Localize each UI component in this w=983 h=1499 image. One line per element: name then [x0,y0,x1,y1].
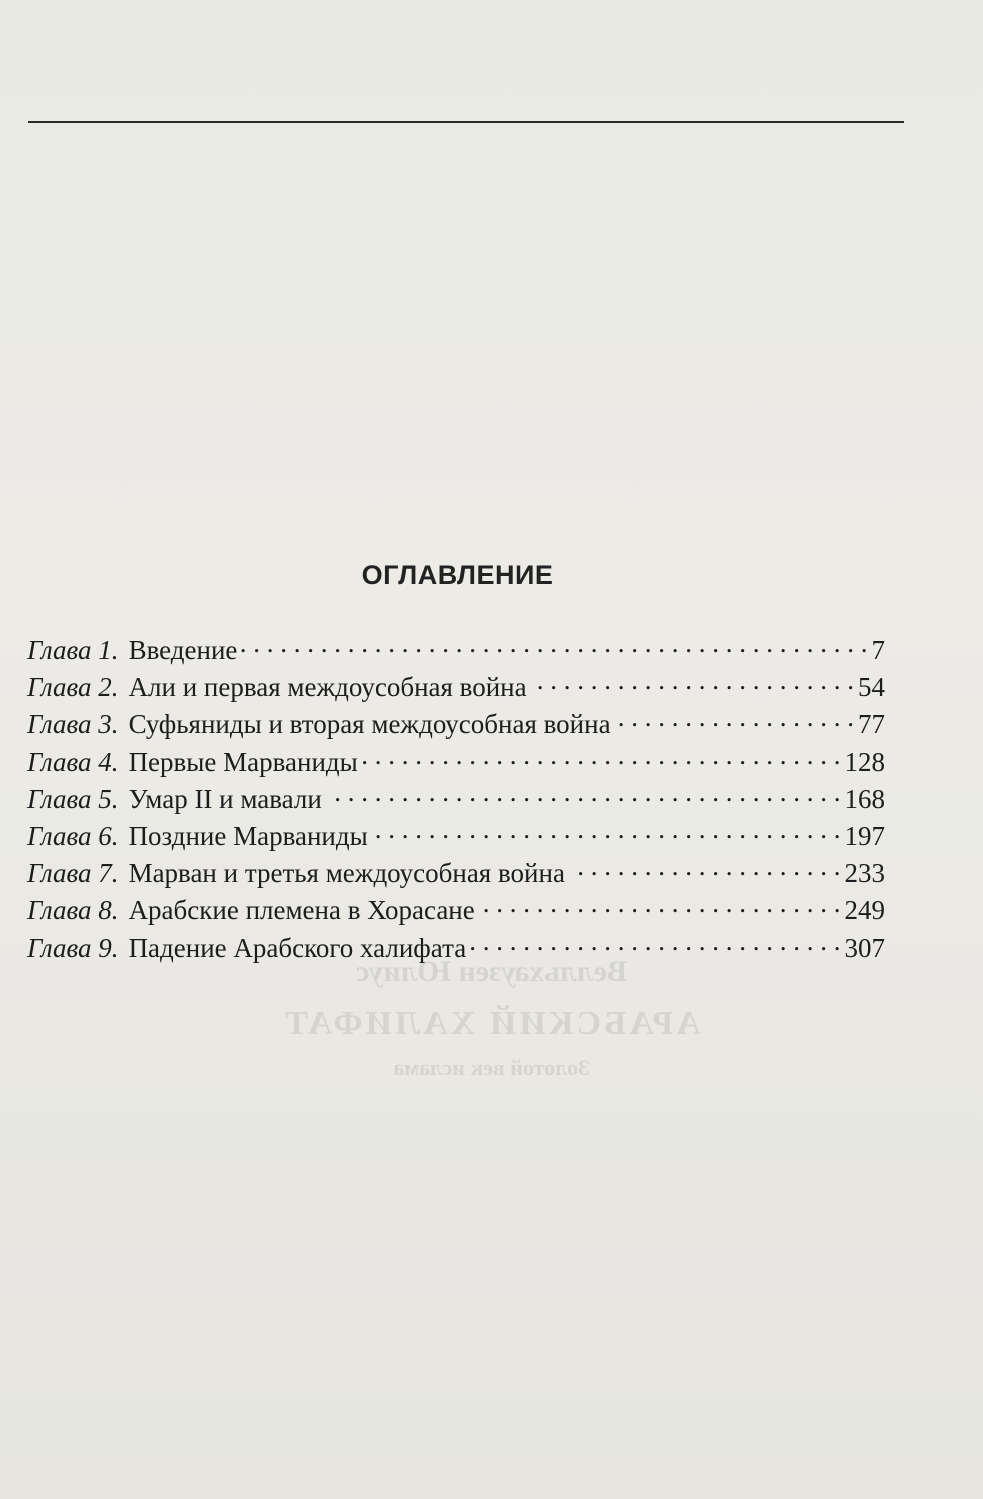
page-number: 233 [844,858,885,889]
page-number: 128 [844,746,885,777]
header-rule [28,121,904,123]
chapter-label: Глава 5. [27,783,119,814]
page-number: 307 [844,932,885,963]
dot-leader [326,781,841,808]
chapter-title: Введение [128,635,238,665]
toc-entry [27,744,885,781]
chapter-label: Глава 9. [27,932,119,963]
page-number: 249 [844,895,885,926]
show-through-subtitle: Золотой век ислама [393,1055,590,1080]
toc-heading: ОГЛАВЛЕНИЕ [361,560,554,590]
chapter-label: Глава 1. [27,635,119,665]
chapter-label: Глава 3. [27,709,119,740]
dot-leader [372,818,841,845]
chapter-label: Глава 6. [27,820,119,851]
chapter-label: Глава 2. [27,672,119,703]
chapter-title: Марван и третья междоусобная война [128,858,565,889]
toc-entry [27,706,885,743]
toc-entry [27,781,885,818]
toc-entry [27,669,885,706]
chapter-title: Умар II и мавали [128,783,322,814]
dot-leader [470,930,840,957]
dot-leader [241,632,867,659]
chapter-title: Первые Марваниды [128,746,358,777]
dot-leader [362,744,841,771]
page-number: 168 [844,783,885,814]
dot-leader [569,855,841,882]
table-of-contents [27,632,885,967]
show-through-author: Велльхаузен Юлиус [356,955,627,988]
dot-leader [615,706,854,733]
chapter-title: Падение Арабского халифата [128,932,467,963]
chapter-title: Али и первая междоусобная война [128,672,527,703]
chapter-title: Поздние Марваниды [128,820,368,851]
toc-entry [27,632,885,669]
toc-entry [27,930,885,967]
show-through-book-title: АРАБСКИЙ ХАЛИФАТ [282,1005,701,1042]
chapter-label: Глава 4. [27,746,119,777]
toc-entry [27,818,885,855]
page-number: 54 [858,672,885,703]
page-number: 7 [871,635,885,665]
toc-entry [27,855,885,892]
chapter-title: Арабские племена в Хорасане [128,895,475,926]
dot-leader [479,892,841,919]
chapter-label: Глава 7. [27,858,119,889]
dot-leader [531,669,854,696]
page-number: 77 [858,709,885,740]
toc-entry [27,892,885,929]
chapter-label: Глава 8. [27,895,119,926]
page-number: 197 [844,820,885,851]
chapter-title: Суфьяниды и вторая междоусобная война [128,709,611,740]
